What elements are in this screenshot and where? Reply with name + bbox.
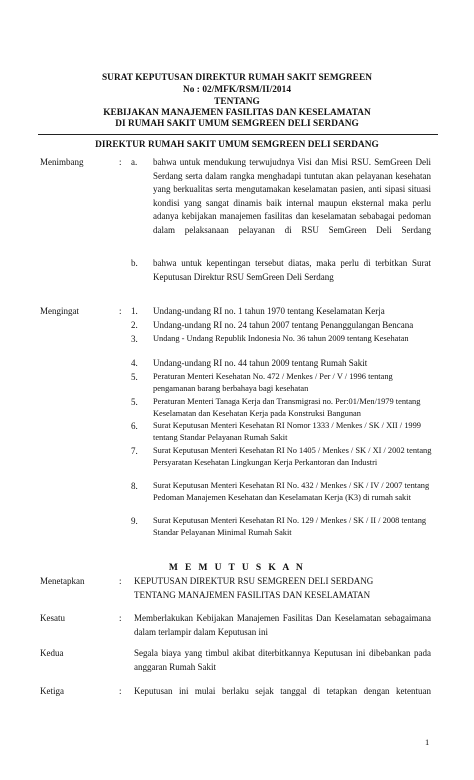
mengingat-item-number: 5.	[131, 372, 138, 382]
menimbang-a-text: bahwa untuk mendukung terwujudnya Visi dan Misi RSU. SemGreen Deli Serdang serta dalam rangka menghadapi tuntutan akan pelayanan kesehatan yang berkualitas serta mengutamakan keselamatan pasien, anti sipasi situasi kondisi yang sangat dinamis baik internal maupun eksternal maka perlu adanya kebijakan manajemen fasilitas dan keselamatan sebabagai pedoman dalam pelaksanaan pelayanan di RSU SemGreen Deli Serdang	[153, 157, 431, 235]
menimbang-b-marker: b.	[131, 258, 138, 268]
mengingat-item-number: 8.	[131, 481, 138, 491]
menimbang-a-marker: a.	[131, 157, 138, 167]
kedua-text: Segala biaya yang timbul akibat diterbitkannya Keputusan ini dibebankan pada anggaran Rumah Sakit	[134, 648, 431, 672]
ketiga-colon: :	[119, 686, 122, 696]
mengingat-item-text: Surat Keputusan Menteri Kesehatan RI No. 129 / Menkes / SK / II / 2008 tentang Standar Pelayanan Minimal Rumah Sakit	[153, 516, 427, 537]
decree-tentang: TENTANG	[214, 97, 260, 107]
decree-location: DI RUMAH SAKIT UMUM SEMGREEN DELI SERDANG	[115, 119, 359, 129]
menimbang-b-text: bahwa untuk kepentingan tersebut diatas, maka perlu di terbitkan Surat Keputusan Direktur RSU SemGreen Deli Serdang	[153, 258, 431, 282]
menetapkan-label: Menetapkan	[40, 576, 85, 586]
mengingat-item-number: 3.	[131, 334, 138, 344]
kesatu-colon: :	[119, 613, 122, 623]
mengingat-item-text: Undang-undang RI no. 1 tahun 1970 tentang Keselamatan Kerja	[153, 306, 385, 316]
ketiga-label: Ketiga	[40, 686, 64, 696]
mengingat-item-text: Surat Keputusan Menteri Kesehatan RI No. 432 / Menkes / SK / IV / 2007 tentang Pedoman Manajemen Kesehatan dan Keselamatan Kerja (K3) di rumah sakit	[153, 481, 430, 502]
menetapkan-line-1: KEPUTUSAN DIREKTUR RSU SEMGREEN DELI SERDANG	[134, 576, 374, 586]
mengingat-item-number: 5.	[131, 397, 138, 407]
mengingat-item-text: Undang - Undang Republik Indonesia No. 36 tahun 2009 tentang Kesehatan	[153, 334, 409, 343]
mengingat-item-text: Surat Keputusan Menteri Kesehatan RI Nomor 1333 / Menkes / SK / XII / 1999 tentang Standar Pelayanan Rumah Sakit	[153, 421, 421, 442]
decree-title: SURAT KEPUTUSAN DIREKTUR RUMAH SAKIT SEMGREEN	[101, 73, 373, 83]
kesatu-text: Memberlakukan Kebijakan Manajemen Fasilitas Dan Keselamatan sebagaimana dalam terlampir dalam Keputusan ini	[134, 613, 431, 637]
page-number: 1	[425, 737, 430, 747]
director-title: DIREKTUR RUMAH SAKIT UMUM SEMGREEN DELI SERDANG	[95, 140, 379, 150]
menetapkan-colon: :	[119, 576, 122, 586]
menimbang-colon: :	[119, 157, 122, 167]
kesatu-label: Kesatu	[40, 613, 65, 623]
decree-subject: KEBIJAKAN MANAJEMEN FASILITAS DAN KESELAMATAN	[103, 108, 371, 118]
kedua-label: Kedua	[40, 648, 64, 658]
mengingat-item-number: 4.	[131, 358, 138, 368]
mengingat-item-text: Undang-undang RI no. 44 tahun 2009 tentang Rumah Sakit	[153, 358, 368, 368]
mengingat-item-number: 1.	[131, 306, 138, 316]
mengingat-item-text: Peraturan Menteri Kesehatan No. 472 / Menkes / Per / V / 1996 tentang pengamanan barang berbahaya bagi kesehatan	[153, 372, 393, 393]
mengingat-item-text: Surat Keputusan Menteri Kesehatan RI No 1405 / Menkes / SK / XI / 2002 tentang Persyaratan Kesehatan Lingkungan Kerja Perkantoran dan Industri	[153, 446, 432, 467]
mengingat-item-number: 9.	[131, 516, 138, 526]
mengingat-label: Mengingat	[40, 306, 79, 316]
mengingat-item-number: 7.	[131, 446, 138, 456]
menetapkan-line-2: TENTANG MANAJEMEN FASILITAS DAN KESELAMATAN	[134, 590, 371, 600]
menimbang-label: Menimbang	[40, 157, 84, 167]
divider-line	[38, 134, 438, 135]
decree-number: No : 02/MFK/RSM/II/2014	[182, 85, 292, 95]
mengingat-colon: :	[119, 306, 122, 316]
mengingat-item-number: 2.	[131, 320, 138, 330]
mengingat-item-number: 6.	[131, 421, 138, 431]
memutuskan-heading: M E M U T U S K A N	[168, 563, 306, 573]
ketiga-text: Keputusan ini mulai berlaku sejak tanggal di tetapkan dengan ketentuan	[134, 686, 431, 696]
mengingat-item-text: Peraturan Menteri Tanaga Kerja dan Transmigrasi no. Per:01/Men/1979 tentang Keselamatan dan Kesehatan Kerja pada Konstruksi Bangunan	[153, 397, 421, 418]
mengingat-item-text: Undang-undang RI no. 24 tahun 2007 tentang Penanggulangan Bencana	[153, 320, 414, 330]
